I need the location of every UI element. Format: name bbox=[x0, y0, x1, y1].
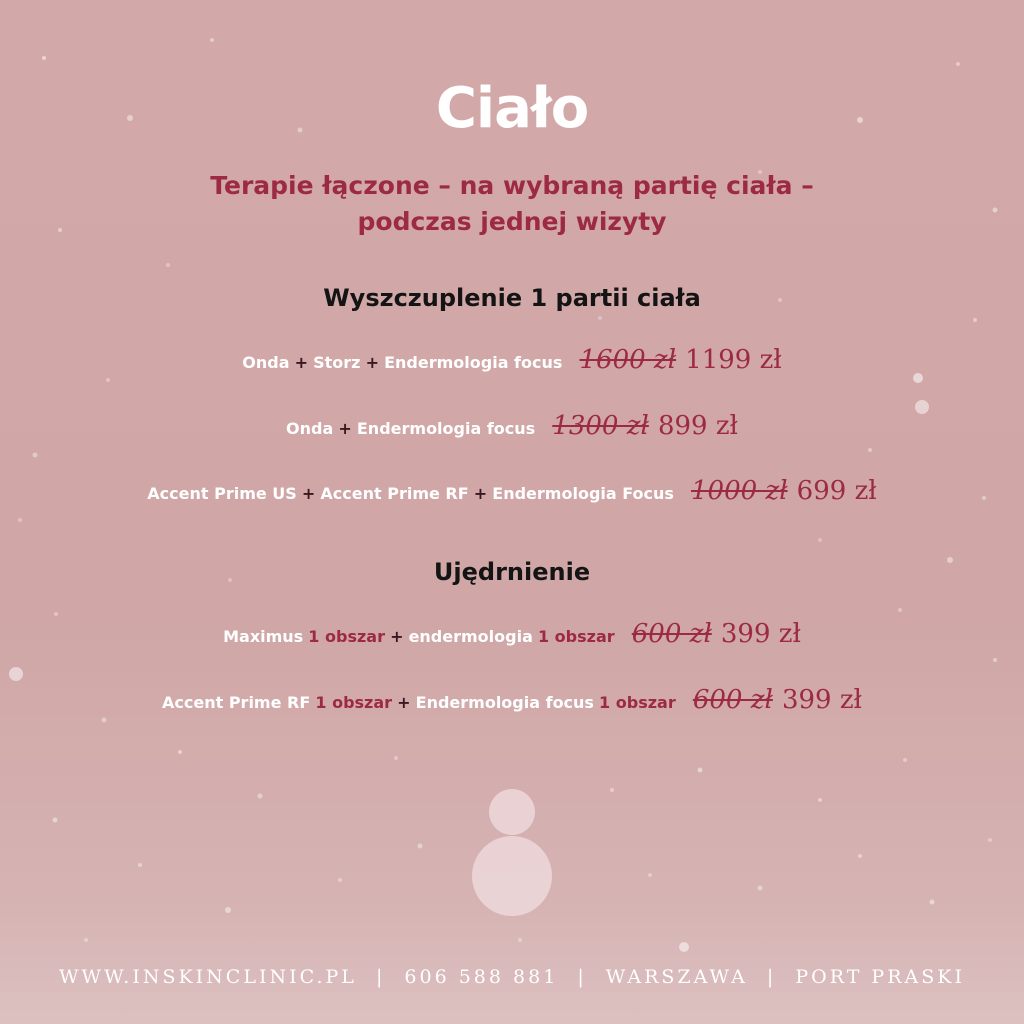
new-price: 899 zł bbox=[657, 411, 738, 441]
plus-sign: + bbox=[473, 484, 488, 503]
treatment-name: endermologia bbox=[408, 627, 533, 646]
treatment-name: Onda bbox=[286, 419, 334, 438]
plus-sign: + bbox=[397, 693, 411, 712]
page-subtitle bbox=[0, 168, 1024, 240]
old-price: 600 zł bbox=[631, 619, 712, 649]
stacked-circles-logo-icon bbox=[471, 786, 553, 918]
plus-sign: + bbox=[338, 419, 352, 438]
new-price: 1199 zł bbox=[685, 345, 782, 375]
footer-city: WARSZAWA bbox=[605, 966, 748, 988]
area-label: 1 obszar bbox=[315, 693, 393, 712]
area-label: 1 obszar bbox=[537, 627, 615, 646]
treatment-name: Accent Prime RF bbox=[162, 693, 311, 712]
footer-separator: | bbox=[577, 966, 587, 988]
page-title: Ciało bbox=[435, 76, 589, 141]
treatment-name: Accent Prime US bbox=[147, 484, 297, 503]
plus-sign: + bbox=[365, 353, 379, 372]
subtitle-line-1: Terapie łączone – na wybraną partię ciała – bbox=[210, 171, 814, 200]
new-price: 399 zł bbox=[720, 619, 801, 649]
area-label: 1 obszar bbox=[599, 693, 676, 712]
treatment-name: Onda bbox=[242, 353, 290, 372]
treatment-name: Accent Prime RF bbox=[320, 484, 469, 503]
offer-row bbox=[0, 619, 1024, 649]
treatment-name: Endermologia focus bbox=[356, 419, 536, 438]
footer-location: PORT PRASKI bbox=[795, 966, 965, 988]
plus-sign: + bbox=[294, 353, 309, 372]
section-heading-firming: Ujędrnienie bbox=[433, 558, 591, 586]
old-price: 600 zł bbox=[692, 685, 773, 715]
treatment-name: Maximus bbox=[223, 627, 304, 646]
old-price: 1300 zł bbox=[552, 411, 649, 441]
old-price: 1000 zł bbox=[691, 476, 788, 506]
footer-website[interactable]: WWW.INSKINCLINIC.PL bbox=[59, 966, 357, 988]
footer-phone[interactable]: 606 588 881 bbox=[404, 966, 559, 988]
treatment-name: Endermologia Focus bbox=[492, 484, 674, 503]
treatment-name: Endermologia focus bbox=[415, 693, 594, 712]
offer-row bbox=[0, 476, 1024, 506]
offer-row bbox=[0, 411, 1024, 441]
footer-contact bbox=[0, 966, 1024, 988]
offer-row bbox=[0, 685, 1024, 715]
new-price: 399 zł bbox=[781, 685, 862, 715]
treatment-name: Endermologia focus bbox=[384, 353, 563, 372]
area-label: 1 obszar bbox=[308, 627, 385, 646]
footer-separator: | bbox=[375, 966, 386, 988]
plus-sign: + bbox=[390, 627, 404, 646]
section-heading-slimming: Wyszczuplenie 1 partii ciała bbox=[323, 284, 701, 312]
offer-row bbox=[0, 345, 1024, 375]
old-price: 1600 zł bbox=[579, 345, 677, 375]
subtitle-line-2: podczas jednej wizyty bbox=[357, 207, 667, 236]
footer-separator: | bbox=[766, 966, 777, 988]
treatment-name: Storz bbox=[313, 353, 361, 372]
plus-sign: + bbox=[301, 484, 316, 503]
new-price: 699 zł bbox=[796, 476, 877, 506]
